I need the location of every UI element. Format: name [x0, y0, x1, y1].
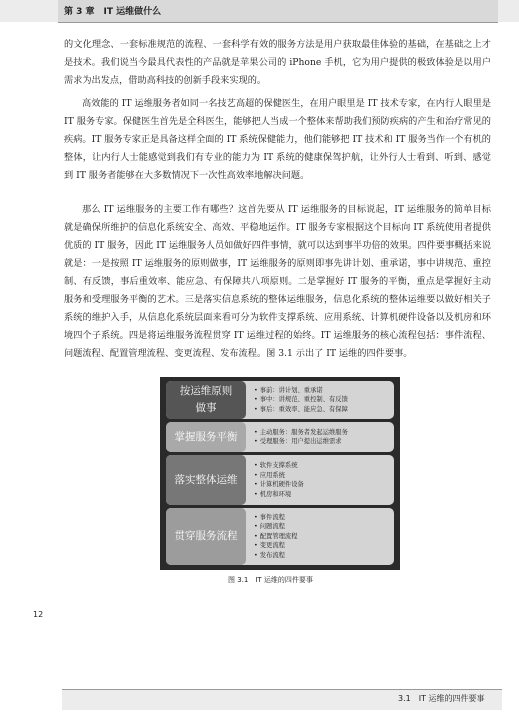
list-item: • 发布流程 [254, 551, 392, 561]
paragraph: 的文化理念、一套标准规范的流程、一套科学有效的服务方法是用户获取最佳体验的基础，在基础之上才是技术。我们说当今最具代表性的产品就是苹果公司的 iPhone 手机，它为用户提供的极致体验是以用户需求为出发点，借助高科技的创新手段来实现的。 [64, 39, 491, 86]
figure-row-label [166, 455, 246, 505]
figure-row-items [254, 455, 392, 505]
figure-row-label [166, 422, 246, 452]
figure-row-label-line: 落实整体运维 [174, 473, 238, 486]
list-item: • 变更流程 [254, 541, 392, 551]
figure-row-items [254, 381, 392, 419]
list-item: • 受理服务：用户提出运维需求 [254, 437, 392, 447]
figure-row-label-line: 掌握服务平衡 [174, 430, 238, 443]
figure-row-label-line: 做事 [195, 402, 217, 414]
figure-row-balance [166, 422, 394, 452]
figure-row-principles [166, 381, 394, 419]
figure-row-items [254, 508, 392, 565]
figure-row-process [166, 508, 394, 565]
list-item: • 问题流程 [254, 522, 392, 532]
list-item: • 事中：讲规范、重控制、有反馈 [254, 395, 392, 405]
list-item: • 应用系统 [254, 471, 392, 481]
figure-row-label-line: 按运维原则 [179, 385, 233, 397]
figure-caption: 图 3.1 IT 运维的四件要事 [228, 576, 313, 584]
list-item: • 软件支撑系统 [254, 461, 392, 471]
figure-row-label [166, 381, 246, 419]
section-title: 3.1 IT 运维的四件要事 [398, 694, 485, 703]
list-item: • 事前：讲计划、重承诺 [254, 386, 392, 396]
paragraph: 那么 IT 运维服务的主要工作有哪些？这首先要从 IT 运维服务的目标说起，IT 运维服务的简单目标就是确保所维护的信息化系统安全、高效、平稳地运作。IT 服务专家根据这个目标向 IT 系统使用者提供优质的 IT 服务，因此 IT 运维服务人员如做好四件事情，就可以达到事半功倍的效果。四件要事概括来说就是：一是按照 IT 运维服务的原则做事，IT 运维服务的原则即事先讲计划、重承诺，事中讲规范、重控制、有反馈，事后重效率、能应急、有保障共八项原则。二是掌握好 IT 服务的平衡，重点是掌握好主动服务和受理服务平衡的艺术。三是落实信息系统的整体运维服务，信息化系统的整体运维要以做好相关子系统的维护入手，从信息化系统层面来看可分为软件支撑系统、应用系统、计算机硬件设备以及机房和环境四个子系统。四是将运维服务流程贯穿 IT 运维过程的始终。IT 运维服务的核心流程包括：事件流程、问题流程、配置管理流程、变更流程、发布流程。图 3.1 示出了 IT 运维的四件要事。 [64, 204, 491, 359]
chapter-title: 第 3 章 IT 运维做什么 [64, 7, 162, 17]
four-key-tasks-figure [160, 377, 400, 570]
figure-row-label [166, 508, 246, 565]
figure-row-items [254, 422, 392, 452]
list-item: • 事件流程 [254, 513, 392, 523]
page-number: 12 [33, 610, 44, 619]
figure-row-label-line: 贯穿服务流程 [174, 530, 238, 542]
list-item: • 机房和环境 [254, 490, 392, 500]
paragraph: 高效能的 IT 运维服务者如同一名技艺高超的保健医生，在用户眼里是 IT 技术专家，在内行人眼里是 IT 服务专家。保健医生首先是全科医生，能够把人当成一个整体来帮助我们预防疾病的产生和治疗常见的疾病。IT 服务专家正是具备这样全面的 IT 系统保健能力，他们能够把 IT 技术和 IT 服务当作一个有机的整体，让内行人士能感觉到我们有专业的能力为 IT 系统的健康保驾护航，让外行人士看到、听到、感觉到 IT 服务者能够在大多数情况下一次性高效率地解决问题。 [64, 98, 491, 181]
list-item: • 计算机硬件设备 [254, 480, 392, 490]
figure-row-overall-ops [166, 455, 394, 505]
list-item: • 配置管理流程 [254, 532, 392, 542]
list-item: • 主动服务：服务者发起运维服务 [254, 428, 392, 438]
list-item: • 事后：重效率、能应急、有保障 [254, 405, 392, 415]
